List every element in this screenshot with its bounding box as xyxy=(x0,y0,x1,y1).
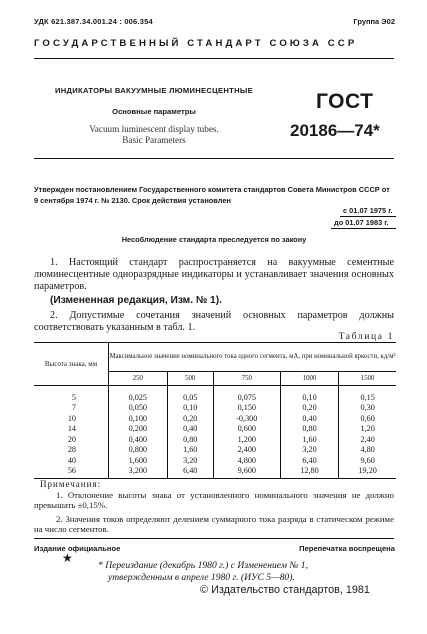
current-cell: 1,60 xyxy=(280,434,339,445)
current-cell: 0,40 xyxy=(280,413,339,424)
english-title-line-2: Basic Parameters xyxy=(122,135,186,145)
standard-banner: ГОСУДАРСТВЕННЫЙ СТАНДАРТ СОЮЗА ССР xyxy=(34,38,358,49)
republication-line-2: утвержденным в апреле 1980 г. (ИУС 5—80). xyxy=(108,571,295,583)
paragraph-2: 2. Допустимые сочетания значений основных параметров должны соответствовать указанным в табл. 1. xyxy=(34,310,394,334)
official-edition-label: Издание официальное xyxy=(34,544,121,553)
current-cell: 0,100 xyxy=(109,413,168,424)
table-row xyxy=(34,466,396,479)
date-from-underline xyxy=(340,216,396,217)
current-group-header: Максимальное значение номинального тока одного сегмента, мА, при номинальной яркости, кд/м² xyxy=(109,343,397,372)
table-row xyxy=(34,413,396,424)
notes-title: Примечания: xyxy=(40,479,102,489)
noncompliance-notice: Несоблюдение стандарта преследуется по закону xyxy=(121,235,307,244)
current-cell: 0,80 xyxy=(280,424,339,435)
table-row xyxy=(34,424,396,435)
note-2: 2. Значения токов определяют делением суммарного тока разряда в статическом режиме на число сегментов. xyxy=(34,514,394,535)
table-label: Таблица 1 xyxy=(338,331,394,342)
current-cell: 0,10 xyxy=(280,386,339,403)
current-cell: 1,600 xyxy=(109,455,168,466)
current-cell: -0,300 xyxy=(213,413,280,424)
validity-date-to: до 01.07 1983 г. xyxy=(334,218,389,227)
current-cell: 0,025 xyxy=(109,386,168,403)
document-title: ИНДИКАТОРЫ ВАКУУМНЫЕ ЛЮМИНЕСЦЕНТНЫЕ xyxy=(55,86,253,95)
current-cell: 0,20 xyxy=(167,413,213,424)
current-cell: 0,30 xyxy=(360,403,375,413)
parameters-table xyxy=(34,342,396,479)
current-cell: 0,10 xyxy=(167,403,213,414)
title-divider xyxy=(34,158,394,159)
current-cell: 3,20 xyxy=(167,455,213,466)
current-cell: 0,050 xyxy=(109,403,168,414)
note-1: 1. Отклонение высоты знака от установленного номинального значения не должно превышать ±0,15%. xyxy=(34,490,394,511)
footer-divider xyxy=(34,538,394,539)
height-cell: 56 xyxy=(34,466,109,479)
approval-statement: Утвержден постановлением Государственного комитета стандартов Совета Министров СССР от 9 сентября 1974 г. № 2130. Срок действия установлен xyxy=(34,185,390,205)
current-cell: 12,80 xyxy=(280,466,339,479)
paragraph-1-edition-note: (Измененная редакция, Изм. № 1). xyxy=(50,295,222,306)
current-cell: 0,15 xyxy=(360,392,375,402)
table-row xyxy=(34,434,396,445)
current-cell: 1,20 xyxy=(360,424,375,434)
current-cell: 0,200 xyxy=(109,424,168,435)
gost-number: 20186—74* xyxy=(290,121,380,140)
validity-date-from: с 01.07 1975 г. xyxy=(343,206,393,215)
height-cell: 40 xyxy=(34,455,109,466)
current-cell: 0,05 xyxy=(167,386,213,403)
table-row xyxy=(34,455,396,466)
current-cell: 0,40 xyxy=(167,424,213,435)
height-cell: 14 xyxy=(34,424,109,435)
height-cell: 10 xyxy=(34,413,109,424)
current-cell: 1,60 xyxy=(167,445,213,456)
english-title xyxy=(34,124,274,146)
height-cell: 20 xyxy=(34,434,109,445)
height-cell: 5 xyxy=(34,386,109,403)
current-cell: 0,400 xyxy=(109,434,168,445)
no-reprint-label: Перепечатка воспрещена xyxy=(299,544,395,553)
date-to-underline xyxy=(331,228,396,229)
current-cell: 0,80 xyxy=(167,434,213,445)
copyright-text: Издательство стандартов, 1981 xyxy=(211,584,370,596)
current-cell: 3,20 xyxy=(280,445,339,456)
document-subtitle: Основные параметры xyxy=(112,107,196,116)
paragraph-1: 1. Настоящий стандарт распространяется на вакуумные сементные люминесцентные одноразрядные индикаторы и устанавливает значения основных параметров. xyxy=(34,257,394,293)
current-cell: 4,80 xyxy=(360,445,375,455)
current-cell: 9,60 xyxy=(360,455,375,465)
copyright-icon: © xyxy=(200,584,209,596)
brightness-col-header: 250 xyxy=(109,372,168,386)
brightness-col-header: 1000 xyxy=(280,372,339,386)
group-code: Группа Э02 xyxy=(353,17,395,26)
height-cell: 7 xyxy=(34,403,109,414)
star-icon: ★ xyxy=(62,551,73,565)
current-cell: 6,40 xyxy=(280,455,339,466)
brightness-col-header: 750 xyxy=(213,372,280,386)
current-cell: 0,800 xyxy=(109,445,168,456)
brightness-col-header: 500 xyxy=(167,372,213,386)
gost-label: ГОСТ xyxy=(316,90,374,113)
current-cell: 0,600 xyxy=(213,424,280,435)
current-cell: 0,20 xyxy=(280,403,339,414)
table-row xyxy=(34,386,396,403)
current-cell: 4,800 xyxy=(213,455,280,466)
current-cell: 0,075 xyxy=(213,386,280,403)
height-cell: 28 xyxy=(34,445,109,456)
current-cell: 0,150 xyxy=(213,403,280,414)
republication-note xyxy=(98,560,398,583)
current-cell: 3,200 xyxy=(109,466,168,479)
header-divider xyxy=(34,58,394,59)
english-title-line-1: Vacuum luminescent display tubes. xyxy=(89,124,219,134)
current-cell: 2,40 xyxy=(360,434,375,444)
table-row xyxy=(34,445,396,456)
current-cell: 19,20 xyxy=(339,466,396,479)
height-column-header: Высота знака, мм xyxy=(34,343,109,386)
table-row xyxy=(34,403,396,414)
current-cell: 9,600 xyxy=(213,466,280,479)
current-cell: 1,200 xyxy=(213,434,280,445)
current-cell: 0,60 xyxy=(360,413,375,423)
republication-line-1: * Переиздание (декабрь 1980 г.) с Изменением № 1, xyxy=(98,560,308,571)
brightness-col-header: 1500 xyxy=(339,372,396,386)
current-cell: 6,40 xyxy=(167,466,213,479)
current-cell: 2,400 xyxy=(213,445,280,456)
udk-code: УДК 621.387.34.001.24 : 006.354 xyxy=(34,17,153,26)
copyright-line xyxy=(200,584,370,596)
